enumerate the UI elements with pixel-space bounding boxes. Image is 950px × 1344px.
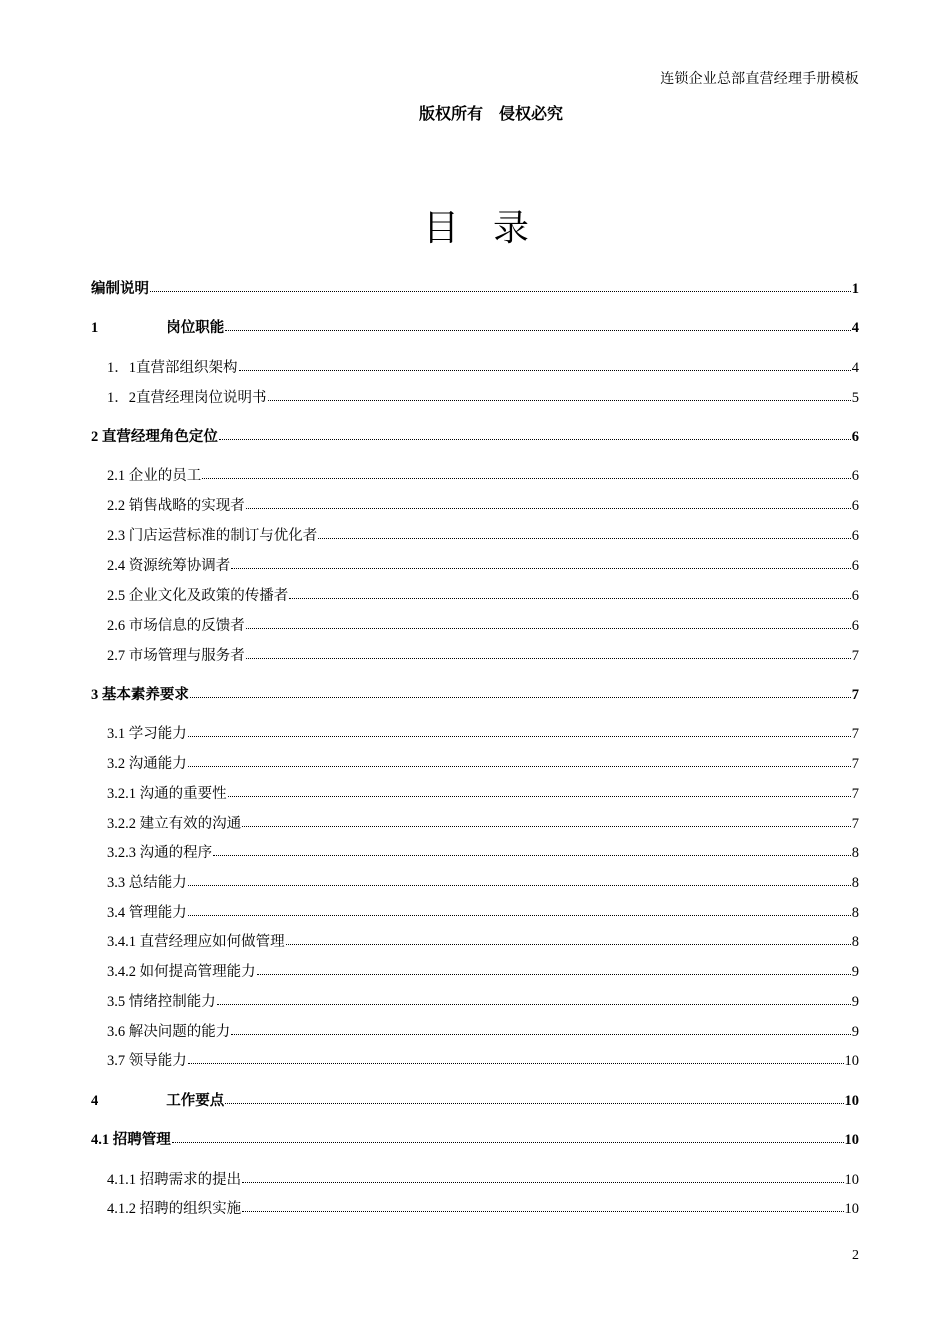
toc-entry-title: 4.1.1 招聘需求的提出 [107,1172,242,1188]
toc-dot-leader [219,439,851,440]
toc-entry-page: 6 [851,528,859,544]
toc-entry-page: 6 [851,468,859,484]
toc-entry-page: 8 [851,875,859,891]
toc-entry[interactable] [91,684,859,706]
toc-entry[interactable] [107,585,859,607]
toc-dot-leader [188,766,851,767]
toc-entry-page: 8 [851,905,859,921]
toc-entry-title: 2.6 市场信息的反馈者 [107,618,245,634]
toc-entry-title: 3.2.1 沟通的重要性 [107,786,227,802]
toc-entry-title: 编制说明 [91,281,149,297]
toc-entry[interactable] [107,555,859,577]
toc-entry[interactable] [107,645,859,667]
toc-entry[interactable] [107,387,859,409]
toc-dot-leader [202,478,851,479]
toc-entry[interactable] [107,783,859,805]
toc-entry[interactable] [107,1169,859,1191]
toc-entry-title: 2.5 企业文化及政策的传播者 [107,588,289,604]
toc-entry-page: 6 [851,588,859,604]
toc-entry-title: 3 基本素养要求 [91,687,189,703]
toc-entry[interactable] [107,465,859,487]
toc-entry-page: 9 [851,994,859,1010]
toc-entry-page: 8 [851,845,859,861]
toc-entry-title: 3.4 管理能力 [107,905,187,921]
toc-entry[interactable] [107,842,859,864]
toc-entry[interactable] [91,1090,859,1112]
toc-entry[interactable] [107,753,859,775]
toc-title: 目录 [422,208,563,249]
toc-entry-title: 工作要点 [166,1093,225,1109]
toc-entry[interactable] [107,1198,859,1220]
toc-entry[interactable] [107,991,859,1013]
toc-entry[interactable] [91,278,859,300]
toc-entry-number: 4 [91,1093,99,1109]
toc-entry-page: 9 [851,964,859,980]
toc-dot-leader [268,400,851,401]
toc-entry-title: 3.5 情绪控制能力 [107,994,216,1010]
toc-entry[interactable] [107,1050,859,1072]
toc-dot-leader [190,697,851,698]
toc-dot-leader [188,885,851,886]
toc-entry[interactable] [107,525,859,547]
toc-entry-title: 3.1 学习能力 [107,726,187,742]
toc-entry-page: 4 [851,320,859,336]
toc-entry-title: 2.2 销售战略的实现者 [107,498,245,514]
toc-entry-page: 6 [851,429,859,445]
toc-dot-leader [213,855,851,856]
toc-dot-leader [257,974,851,975]
toc-dot-leader [225,330,851,331]
page-number: 2 [852,1248,859,1263]
toc-entry[interactable] [107,961,859,983]
toc-entry-title: 3.6 解决问题的能力 [107,1024,231,1040]
toc-entry-title: 4.1.2 招聘的组织实施 [107,1201,242,1217]
toc-dot-leader [188,1063,844,1064]
toc-dot-leader [239,370,851,371]
toc-entry[interactable] [107,723,859,745]
toc-entry-page: 6 [851,558,859,574]
toc-entry[interactable] [107,1021,859,1043]
toc-entry-title: 2 直营经理角色定位 [91,429,218,445]
toc-entry[interactable] [107,813,859,835]
toc-entry-page: 7 [851,786,859,802]
toc-entry-page: 10 [844,1172,859,1188]
toc-entry-title: 岗位职能 [166,320,225,336]
toc-dot-leader [242,1182,843,1183]
toc-dot-leader [246,628,851,629]
toc-dot-leader [188,736,851,737]
toc-entry-page: 6 [851,618,859,634]
toc-dot-leader [225,1103,843,1104]
toc-entry-title: 3.4.2 如何提高管理能力 [107,964,256,980]
toc-entry-title: 2.4 资源统筹协调者 [107,558,231,574]
toc-dot-leader [246,508,851,509]
toc-entry[interactable] [107,902,859,924]
toc-entry-title: 3.2.3 沟通的程序 [107,845,213,861]
toc-entry-page: 10 [844,1093,859,1109]
toc-dot-leader [172,1142,844,1143]
toc-entry-title: 1．1直营部组织架构 [107,360,238,376]
toc-entry-title: 3.2 沟通能力 [107,756,187,772]
toc-entry[interactable] [107,931,859,953]
toc-entry[interactable] [107,872,859,894]
toc-entry-title: 2.3 门店运营标准的制订与优化者 [107,528,318,544]
toc-dot-leader [231,568,851,569]
toc-dot-leader [228,796,851,797]
toc-entry-title: 3.7 领导能力 [107,1053,187,1069]
toc-dot-leader [289,598,851,599]
toc-entry[interactable] [91,317,859,339]
toc-entry-title: 2.1 企业的员工 [107,468,202,484]
toc-entry-page: 9 [851,1024,859,1040]
toc-entry[interactable] [91,1129,859,1151]
toc-entry-title: 1．2直营经理岗位说明书 [107,390,267,406]
document-header-title: 连锁企业总部直营经理手册模板 [660,72,859,87]
toc-entry-title: 2.7 市场管理与服务者 [107,648,245,664]
toc-entry-title: 3.4.1 直营经理应如何做管理 [107,934,285,950]
toc-entry[interactable] [107,495,859,517]
toc-entry-page: 10 [844,1201,859,1217]
toc-entry-title: 4.1 招聘管理 [91,1132,171,1148]
toc-entry[interactable] [107,357,859,379]
toc-entry-page: 7 [851,687,859,703]
copyright-notice: 版权所有 侵权必究 [418,106,563,123]
toc-entry-number: 1 [91,320,99,336]
toc-dot-leader [150,291,851,292]
toc-entry-page: 7 [851,726,859,742]
toc-entry-page: 7 [851,756,859,772]
toc-dot-leader [286,944,851,945]
toc-entry-page: 7 [851,816,859,832]
toc-entry-page: 6 [851,498,859,514]
toc-entry-page: 8 [851,934,859,950]
toc-entry-page: 4 [851,360,859,376]
toc-entry-page: 1 [851,281,859,297]
toc-dot-leader [231,1034,851,1035]
toc-entry-title: 3.2.2 建立有效的沟通 [107,816,242,832]
toc-entry[interactable] [107,615,859,637]
toc-entry-page: 10 [844,1132,859,1148]
toc-entry-page: 5 [851,390,859,406]
toc-dot-leader [188,915,851,916]
toc-dot-leader [318,538,851,539]
toc-dot-leader [242,826,851,827]
toc-entry[interactable] [91,426,859,448]
toc-dot-leader [217,1004,851,1005]
toc-entry-page: 10 [844,1053,859,1069]
toc-dot-leader [242,1211,843,1212]
toc-entry-title: 3.3 总结能力 [107,875,187,891]
toc-entry-page: 7 [851,648,859,664]
toc-dot-leader [246,658,851,659]
